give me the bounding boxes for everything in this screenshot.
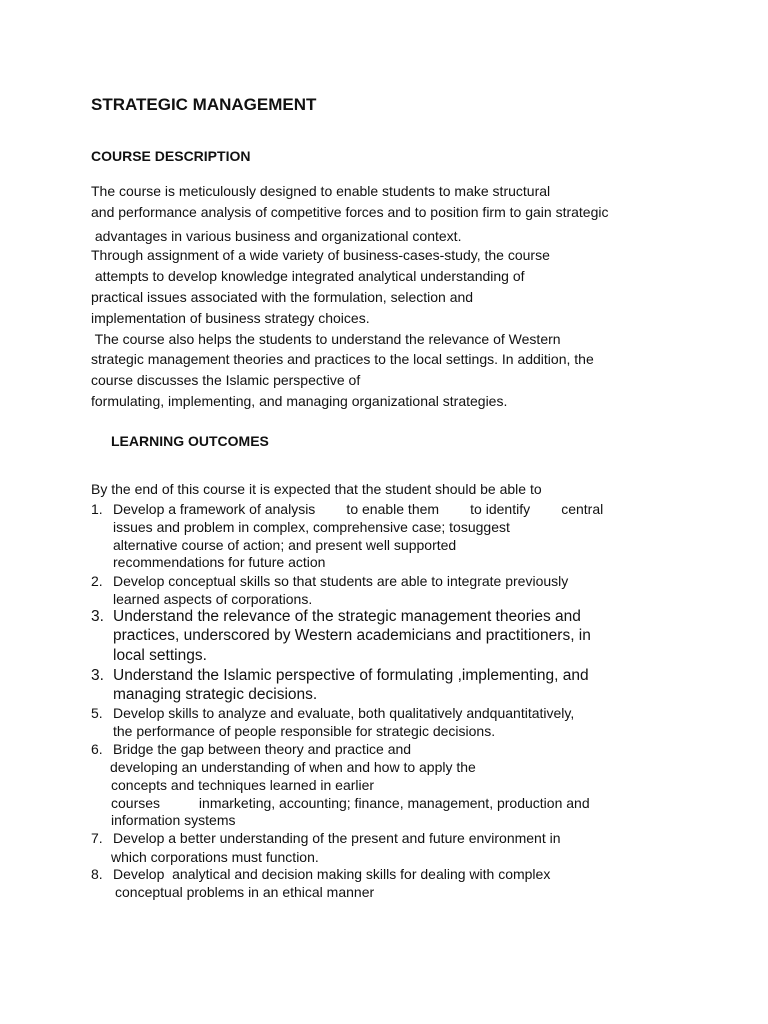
list-item-line: Develop skills to analyze and evaluate, both qualitatively andquantitatively, [113, 705, 575, 721]
list-item-line: Bridge the gap between theory and practice and [113, 741, 412, 757]
list-item-number: 3. [91, 608, 104, 625]
learning-outcomes-heading: LEARNING OUTCOMES [111, 433, 269, 449]
paragraph-line: course discusses the Islamic perspective of [91, 372, 361, 388]
paragraph-line: formulating, implementing, and managing organizational strategies. [91, 393, 508, 409]
list-item-line: Develop analytical and decision making skills for dealing with complex [113, 866, 551, 882]
list-item-line: local settings. [113, 647, 207, 664]
paragraph-line: and performance analysis of competitive forces and to position firm to gain strategic [91, 204, 609, 220]
course-description-heading: COURSE DESCRIPTION [91, 148, 251, 164]
paragraph-line: strategic management theories and practices to the local settings. In addition, the [91, 351, 594, 367]
list-item-number: 5. [91, 705, 103, 721]
list-item-line: conceptual problems in an ethical manner [115, 884, 375, 900]
list-item-number: 8. [91, 866, 103, 882]
paragraph-line: practical issues associated with the formulation, selection and [91, 289, 474, 305]
list-item-line: learned aspects of corporations. [113, 591, 313, 607]
list-item-line: managing strategic decisions. [113, 686, 318, 703]
list-item-line: alternative course of action; and present well supported [113, 537, 457, 553]
list-item-number: 1. [91, 501, 103, 517]
list-item-line: which corporations must function. [111, 849, 319, 865]
list-item-line: Understand the Islamic perspective of formulating ,implementing, and [113, 667, 589, 684]
paragraph-line: The course also helps the students to understand the relevance of Western [91, 331, 561, 347]
list-item-line: courses inmarketing, accounting; finance, management, production and [111, 795, 590, 811]
list-item-line: concepts and techniques learned in earlier [111, 777, 375, 793]
list-item-number: 2. [91, 573, 103, 589]
paragraph-line: advantages in various business and organizational context. [91, 228, 462, 244]
paragraph-line: Through assignment of a wide variety of business-cases-study, the course [91, 247, 550, 263]
paragraph-line: attempts to develop knowledge integrated analytical understanding of [91, 268, 525, 284]
list-item-number: 7. [91, 830, 103, 846]
list-item-line: issues and problem in complex, comprehensive case; tosuggest [113, 519, 510, 535]
document-title: STRATEGIC MANAGEMENT [91, 95, 317, 114]
list-item-line: practices, underscored by Western academicians and practitioners, in [113, 627, 591, 644]
paragraph-line: The course is meticulously designed to enable students to make structural [91, 183, 551, 199]
list-item-line: Develop a better understanding of the present and future environment in [113, 830, 561, 846]
list-item-line: Develop a framework of analysis to enable them to identify central [113, 501, 604, 517]
list-item-number: 6. [91, 741, 103, 757]
learning-outcomes-intro: By the end of this course it is expected that the student should be able to [91, 481, 542, 497]
list-item-number: 3. [91, 667, 104, 684]
list-item-line: the performance of people responsible for strategic decisions. [113, 723, 496, 739]
list-item-line: Understand the relevance of the strategic management theories and [113, 608, 581, 625]
list-item-line: information systems [111, 812, 236, 828]
list-item-line: recommendations for future action [113, 554, 326, 570]
list-item-line: developing an understanding of when and how to apply the [110, 759, 476, 775]
list-item-line: Develop conceptual skills so that students are able to integrate previously [113, 573, 569, 589]
paragraph-line: implementation of business strategy choices. [91, 310, 370, 326]
